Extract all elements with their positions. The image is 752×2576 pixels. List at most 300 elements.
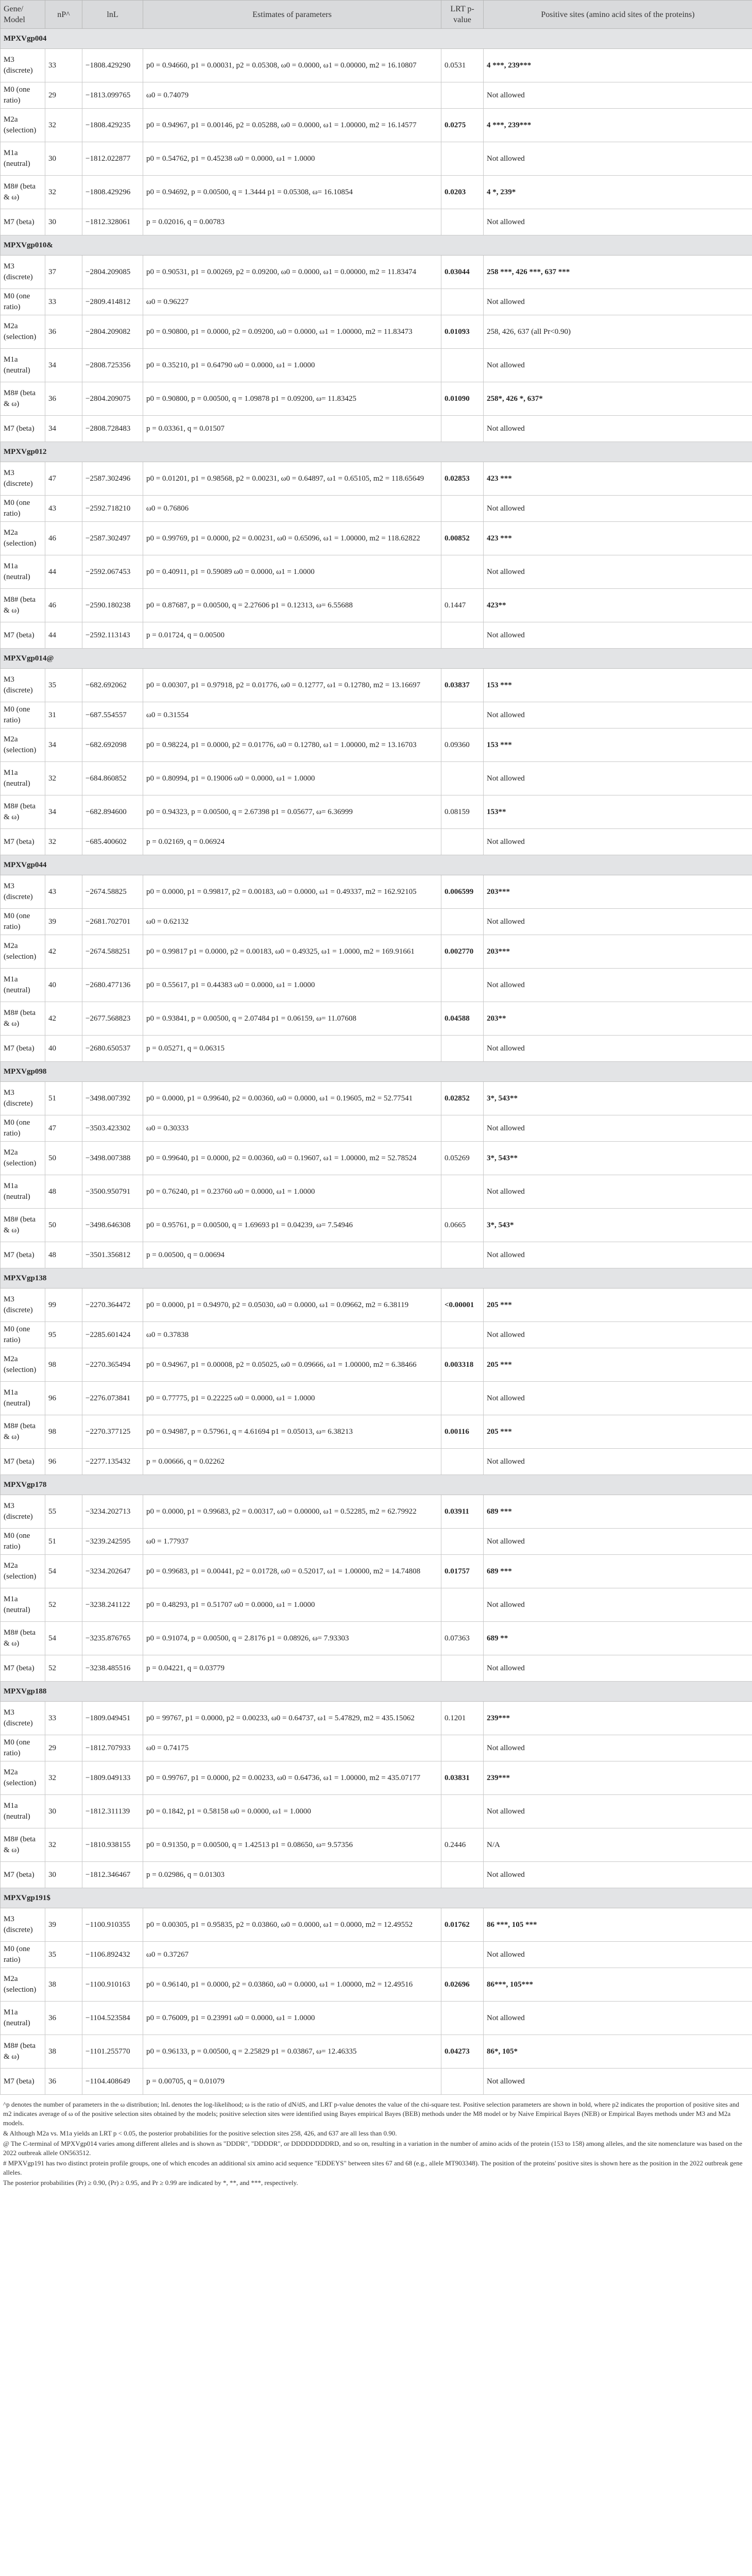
- np-cell: 38: [45, 2035, 82, 2069]
- gene-group-row: [1, 649, 752, 669]
- lnl-cell: −2680.650537: [82, 1036, 143, 1062]
- lnl-cell: −1104.523584: [82, 2002, 143, 2035]
- np-cell: 36: [45, 2069, 82, 2095]
- np-cell: 32: [45, 109, 82, 142]
- estimates-cell: ω0 = 0.30333: [143, 1115, 441, 1142]
- sites-cell: 153 ***: [484, 728, 752, 762]
- sites-cell: Not allowed: [484, 622, 752, 649]
- model-cell: M3 (discrete): [1, 1908, 45, 1942]
- model-cell: M1a (neutral): [1, 969, 45, 1002]
- lrt-cell: [441, 762, 484, 795]
- model-cell: M1a (neutral): [1, 1175, 45, 1209]
- model-cell: M7 (beta): [1, 622, 45, 649]
- model-cell: M0 (one ratio): [1, 1735, 45, 1761]
- np-cell: 44: [45, 622, 82, 649]
- estimates-cell: ω0 = 0.62132: [143, 909, 441, 935]
- lnl-cell: −682.692098: [82, 728, 143, 762]
- table-row: [1, 2035, 752, 2069]
- table-row: [1, 289, 752, 315]
- model-cell: M1a (neutral): [1, 1588, 45, 1622]
- header-estimates: Estimates of parameters: [143, 1, 441, 29]
- lnl-cell: −1104.408649: [82, 2069, 143, 2095]
- sites-cell: Not allowed: [484, 2069, 752, 2095]
- lrt-cell: [441, 1322, 484, 1348]
- np-cell: 36: [45, 382, 82, 416]
- gene-group-row: [1, 1475, 752, 1495]
- lrt-cell: [441, 209, 484, 235]
- lnl-cell: −1106.892432: [82, 1942, 143, 1968]
- estimates-cell: p0 = 0.35210, p1 = 0.64790 ω0 = 0.0000, ω1 = 1.0000: [143, 349, 441, 382]
- lrt-cell: 0.1201: [441, 1702, 484, 1735]
- np-cell: 32: [45, 1828, 82, 1862]
- sites-cell: Not allowed: [484, 289, 752, 315]
- model-cell: M8# (beta & ω): [1, 795, 45, 829]
- estimates-cell: ω0 = 1.77937: [143, 1529, 441, 1555]
- estimates-cell: p0 = 0.0000, p1 = 0.99817, p2 = 0.00183, ω0 = 0.0000, ω1 = 0.49337, m2 = 162.92105: [143, 875, 441, 909]
- estimates-cell: p0 = 0.96133, p = 0.00500, q = 2.25829 p1 = 0.03867, ω= 12.46335: [143, 2035, 441, 2069]
- np-cell: 34: [45, 795, 82, 829]
- estimates-cell: p0 = 0.80994, p1 = 0.19006 ω0 = 0.0000, ω1 = 1.0000: [143, 762, 441, 795]
- table-row: [1, 1036, 752, 1062]
- table-body: [1, 29, 752, 2095]
- np-cell: 46: [45, 522, 82, 555]
- lrt-cell: [441, 1735, 484, 1761]
- estimates-cell: p0 = 0.90531, p1 = 0.00269, p2 = 0.09200, ω0 = 0.0000, ω1 = 0.00000, m2 = 11.83474: [143, 256, 441, 289]
- sites-cell: 3*, 543*: [484, 1209, 752, 1242]
- lrt-cell: 0.002770: [441, 935, 484, 969]
- lrt-cell: 0.02696: [441, 1968, 484, 2002]
- table-row: [1, 762, 752, 795]
- lnl-cell: −2587.302496: [82, 462, 143, 496]
- estimates-cell: ω0 = 0.74175: [143, 1735, 441, 1761]
- model-cell: M2a (selection): [1, 1348, 45, 1382]
- np-cell: 32: [45, 829, 82, 855]
- table-row: [1, 49, 752, 82]
- footnote: # MPXVgp191 has two distinct protein profile groups, one of which encodes an additional six amino acid sequence "EDDEYS" between sites 67 and 68 (e.g., allele MT903348). The position of the proteins' positive sites is shown here as the position in the 2022 outbreak gene alleles.: [3, 2159, 743, 2176]
- estimates-cell: p0 = 0.94692, p = 0.00500, q = 1.3444 p1 = 0.05308, ω= 16.10854: [143, 176, 441, 209]
- lnl-cell: −2592.067453: [82, 555, 143, 589]
- table-row: [1, 349, 752, 382]
- gene-group-row: [1, 855, 752, 875]
- estimates-cell: p = 0.05271, q = 0.06315: [143, 1036, 441, 1062]
- lrt-cell: 0.02852: [441, 1082, 484, 1115]
- lrt-cell: [441, 416, 484, 442]
- gene-name: MPXVgp188: [1, 1682, 752, 1702]
- lnl-cell: −3234.202713: [82, 1495, 143, 1529]
- lrt-cell: 0.0275: [441, 109, 484, 142]
- table-row: [1, 1588, 752, 1622]
- np-cell: 32: [45, 762, 82, 795]
- table-row: [1, 909, 752, 935]
- lnl-cell: −2285.601424: [82, 1322, 143, 1348]
- gene-group-row: [1, 1682, 752, 1702]
- table-row: [1, 589, 752, 622]
- sites-cell: Not allowed: [484, 909, 752, 935]
- sites-cell: Not allowed: [484, 496, 752, 522]
- lrt-cell: [441, 1588, 484, 1622]
- sites-cell: 423 ***: [484, 462, 752, 496]
- np-cell: 98: [45, 1415, 82, 1449]
- sites-cell: Not allowed: [484, 1862, 752, 1888]
- estimates-cell: p0 = 0.54762, p1 = 0.45238 ω0 = 0.0000, ω1 = 1.0000: [143, 142, 441, 176]
- lrt-cell: 0.08159: [441, 795, 484, 829]
- estimates-cell: ω0 = 0.76806: [143, 496, 441, 522]
- lnl-cell: −2277.135432: [82, 1449, 143, 1475]
- estimates-cell: p = 0.03361, q = 0.01507: [143, 416, 441, 442]
- table-row: [1, 1348, 752, 1382]
- lnl-cell: −2590.180238: [82, 589, 143, 622]
- lnl-cell: −1812.707933: [82, 1735, 143, 1761]
- estimates-cell: p0 = 0.94967, p1 = 0.00146, p2 = 0.05288, ω0 = 0.0000, ω1 = 1.00000, m2 = 16.14577: [143, 109, 441, 142]
- lrt-cell: 0.01762: [441, 1908, 484, 1942]
- sites-cell: 258, 426, 637 (all Pr<0.90): [484, 315, 752, 349]
- table-row: [1, 416, 752, 442]
- table-row: [1, 1289, 752, 1322]
- gene-name: MPXVgp138: [1, 1268, 752, 1289]
- estimates-cell: p0 = 0.76240, p1 = 0.23760 ω0 = 0.0000, ω1 = 1.0000: [143, 1175, 441, 1209]
- lrt-cell: 0.03911: [441, 1495, 484, 1529]
- gene-name: MPXVgp014@: [1, 649, 752, 669]
- table-row: [1, 142, 752, 176]
- lrt-cell: 0.0531: [441, 49, 484, 82]
- estimates-cell: p0 = 0.99767, p1 = 0.0000, p2 = 0.00233, ω0 = 0.64736, ω1 = 1.00000, m2 = 435.07177: [143, 1761, 441, 1795]
- lrt-cell: 0.0203: [441, 176, 484, 209]
- gene-name: MPXVgp191$: [1, 1888, 752, 1908]
- estimates-cell: p0 = 0.76009, p1 = 0.23991 ω0 = 0.0000, ω1 = 1.0000: [143, 2002, 441, 2035]
- lrt-cell: [441, 1942, 484, 1968]
- np-cell: 98: [45, 1348, 82, 1382]
- table-row: [1, 702, 752, 728]
- lrt-cell: [441, 1449, 484, 1475]
- sites-cell: Not allowed: [484, 209, 752, 235]
- np-cell: 36: [45, 315, 82, 349]
- estimates-cell: p0 = 0.0000, p1 = 0.99640, p2 = 0.00360, ω0 = 0.0000, ω1 = 0.19605, m2 = 52.77541: [143, 1082, 441, 1115]
- model-cell: M2a (selection): [1, 935, 45, 969]
- table-row: [1, 1622, 752, 1655]
- sites-cell: 258 ***, 426 ***, 637 ***: [484, 256, 752, 289]
- sites-cell: Not allowed: [484, 1382, 752, 1415]
- gene-name: MPXVgp098: [1, 1062, 752, 1082]
- model-cell: M2a (selection): [1, 315, 45, 349]
- estimates-cell: ω0 = 0.37267: [143, 1942, 441, 1968]
- estimates-cell: p0 = 0.48293, p1 = 0.51707 ω0 = 0.0000, ω1 = 1.0000: [143, 1588, 441, 1622]
- sites-cell: Not allowed: [484, 1036, 752, 1062]
- estimates-cell: ω0 = 0.74079: [143, 82, 441, 109]
- sites-cell: Not allowed: [484, 1322, 752, 1348]
- np-cell: 30: [45, 1862, 82, 1888]
- gene-name: MPXVgp004: [1, 29, 752, 49]
- table-row: [1, 496, 752, 522]
- np-cell: 99: [45, 1289, 82, 1322]
- sites-cell: Not allowed: [484, 1655, 752, 1682]
- lnl-cell: −2587.302497: [82, 522, 143, 555]
- np-cell: 55: [45, 1495, 82, 1529]
- sites-cell: N/A: [484, 1828, 752, 1862]
- table-row: [1, 622, 752, 649]
- np-cell: 29: [45, 82, 82, 109]
- np-cell: 33: [45, 289, 82, 315]
- lrt-cell: 0.00852: [441, 522, 484, 555]
- lnl-cell: −1813.099765: [82, 82, 143, 109]
- lnl-cell: −3498.646308: [82, 1209, 143, 1242]
- lnl-cell: −2270.364472: [82, 1289, 143, 1322]
- lrt-cell: 0.1447: [441, 589, 484, 622]
- table-row: [1, 109, 752, 142]
- lrt-cell: 0.00116: [441, 1415, 484, 1449]
- estimates-cell: p = 0.00500, q = 0.00694: [143, 1242, 441, 1268]
- sites-cell: Not allowed: [484, 555, 752, 589]
- np-cell: 43: [45, 496, 82, 522]
- model-cell: M7 (beta): [1, 416, 45, 442]
- lrt-cell: [441, 909, 484, 935]
- sites-cell: Not allowed: [484, 416, 752, 442]
- lrt-cell: [441, 702, 484, 728]
- np-cell: 50: [45, 1142, 82, 1175]
- np-cell: 32: [45, 176, 82, 209]
- gene-group-row: [1, 235, 752, 256]
- table-row: [1, 1795, 752, 1828]
- lnl-cell: −2592.113143: [82, 622, 143, 649]
- lnl-cell: −685.400602: [82, 829, 143, 855]
- model-cell: M0 (one ratio): [1, 1115, 45, 1142]
- model-cell: M7 (beta): [1, 1655, 45, 1682]
- gene-name: MPXVgp178: [1, 1475, 752, 1495]
- model-cell: M0 (one ratio): [1, 1942, 45, 1968]
- np-cell: 51: [45, 1529, 82, 1555]
- estimates-cell: ω0 = 0.37838: [143, 1322, 441, 1348]
- sites-cell: 86*, 105*: [484, 2035, 752, 2069]
- np-cell: 52: [45, 1655, 82, 1682]
- lnl-cell: −3500.950791: [82, 1175, 143, 1209]
- table-row: [1, 1415, 752, 1449]
- lrt-cell: <0.00001: [441, 1289, 484, 1322]
- lnl-cell: −682.692062: [82, 669, 143, 702]
- lnl-cell: −1101.255770: [82, 2035, 143, 2069]
- sites-cell: 423 ***: [484, 522, 752, 555]
- model-cell: M1a (neutral): [1, 555, 45, 589]
- np-cell: 29: [45, 1735, 82, 1761]
- sites-cell: 4 ***, 239***: [484, 49, 752, 82]
- np-cell: 40: [45, 1036, 82, 1062]
- header-lnl: lnL: [82, 1, 143, 29]
- model-cell: M3 (discrete): [1, 49, 45, 82]
- model-cell: M0 (one ratio): [1, 702, 45, 728]
- lnl-cell: −684.860852: [82, 762, 143, 795]
- lnl-cell: −1812.311139: [82, 1795, 143, 1828]
- model-cell: M1a (neutral): [1, 1795, 45, 1828]
- estimates-cell: p0 = 0.99817 p1 = 0.0000, p2 = 0.00183, ω0 = 0.49325, ω1 = 1.0000, m2 = 169.91661: [143, 935, 441, 969]
- lrt-cell: [441, 1795, 484, 1828]
- model-cell: M2a (selection): [1, 728, 45, 762]
- model-cell: M0 (one ratio): [1, 1322, 45, 1348]
- lnl-cell: −1100.910355: [82, 1908, 143, 1942]
- lnl-cell: −3235.876765: [82, 1622, 143, 1655]
- sites-cell: 239***: [484, 1702, 752, 1735]
- np-cell: 35: [45, 669, 82, 702]
- np-cell: 51: [45, 1082, 82, 1115]
- table-row: [1, 1942, 752, 1968]
- model-cell: M7 (beta): [1, 209, 45, 235]
- estimates-cell: p0 = 0.91350, p = 0.00500, q = 1.42513 p1 = 0.08650, ω= 9.57356: [143, 1828, 441, 1862]
- np-cell: 33: [45, 49, 82, 82]
- np-cell: 48: [45, 1175, 82, 1209]
- np-cell: 37: [45, 256, 82, 289]
- table-row: [1, 1555, 752, 1588]
- model-cell: M0 (one ratio): [1, 1529, 45, 1555]
- lnl-cell: −3238.241122: [82, 1588, 143, 1622]
- model-cell: M0 (one ratio): [1, 909, 45, 935]
- np-cell: 31: [45, 702, 82, 728]
- estimates-cell: p0 = 0.93841, p = 0.00500, q = 2.07484 p1 = 0.06159, ω= 11.07608: [143, 1002, 441, 1036]
- estimates-cell: p0 = 0.90800, p1 = 0.0000, p2 = 0.09200, ω0 = 0.0000, ω1 = 1.00000, m2 = 11.83473: [143, 315, 441, 349]
- sites-cell: Not allowed: [484, 142, 752, 176]
- np-cell: 36: [45, 2002, 82, 2035]
- table-row: [1, 1828, 752, 1862]
- model-cell: M1a (neutral): [1, 2002, 45, 2035]
- sites-cell: 423**: [484, 589, 752, 622]
- model-cell: M7 (beta): [1, 829, 45, 855]
- lrt-cell: 0.03831: [441, 1761, 484, 1795]
- model-cell: M7 (beta): [1, 1036, 45, 1062]
- np-cell: 42: [45, 935, 82, 969]
- model-cell: M0 (one ratio): [1, 289, 45, 315]
- model-cell: M3 (discrete): [1, 875, 45, 909]
- np-cell: 39: [45, 909, 82, 935]
- lnl-cell: −2674.588251: [82, 935, 143, 969]
- model-cell: M0 (one ratio): [1, 82, 45, 109]
- lrt-cell: [441, 1655, 484, 1682]
- np-cell: 30: [45, 209, 82, 235]
- sites-cell: 689 **: [484, 1622, 752, 1655]
- lrt-cell: [441, 1382, 484, 1415]
- estimates-cell: p = 0.02169, q = 0.06924: [143, 829, 441, 855]
- lnl-cell: −1100.910163: [82, 1968, 143, 2002]
- model-cell: M2a (selection): [1, 109, 45, 142]
- np-cell: 33: [45, 1702, 82, 1735]
- np-cell: 47: [45, 1115, 82, 1142]
- estimates-cell: p0 = 0.95761, p = 0.00500, q = 1.69693 p1 = 0.04239, ω= 7.54946: [143, 1209, 441, 1242]
- lrt-cell: 0.03837: [441, 669, 484, 702]
- lnl-cell: −2808.728483: [82, 416, 143, 442]
- table-row: [1, 1862, 752, 1888]
- estimates-cell: p = 0.04221, q = 0.03779: [143, 1655, 441, 1682]
- np-cell: 95: [45, 1322, 82, 1348]
- sites-cell: 689 ***: [484, 1555, 752, 1588]
- estimates-cell: p0 = 0.00307, p1 = 0.97918, p2 = 0.01776, ω0 = 0.12777, ω1 = 0.12780, m2 = 13.16697: [143, 669, 441, 702]
- lrt-cell: [441, 496, 484, 522]
- footnote: @ The C-terminal of MPXVgp014 varies among different alleles and is shown as "DDDR", "DDDDR", or DDDDDDDDRD, and so on, resulting in a variation in the number of amino acids of the protein (153 to 158) among alleles, and the site nomenclature was based on the 2022 outbreak allele ON563512.: [3, 2140, 742, 2157]
- table-row: [1, 969, 752, 1002]
- lnl-cell: −1812.346467: [82, 1862, 143, 1888]
- lrt-cell: [441, 82, 484, 109]
- sites-cell: 153 ***: [484, 669, 752, 702]
- model-cell: M2a (selection): [1, 1761, 45, 1795]
- estimates-cell: p0 = 0.96140, p1 = 0.0000, p2 = 0.03860, ω0 = 0.0000, ω1 = 1.00000, m2 = 12.49516: [143, 1968, 441, 2002]
- sites-cell: 203***: [484, 875, 752, 909]
- header-lrt: LRT p-value: [441, 1, 484, 29]
- lrt-cell: [441, 289, 484, 315]
- table-row: [1, 829, 752, 855]
- sites-cell: Not allowed: [484, 1449, 752, 1475]
- model-cell: M8# (beta & ω): [1, 1415, 45, 1449]
- lrt-cell: [441, 2002, 484, 2035]
- sites-cell: 689 ***: [484, 1495, 752, 1529]
- lrt-cell: 0.01757: [441, 1555, 484, 1588]
- table-row: [1, 935, 752, 969]
- model-cell: M3 (discrete): [1, 669, 45, 702]
- estimates-cell: p0 = 0.0000, p1 = 0.99683, p2 = 0.00317, ω0 = 0.00000, ω1 = 0.52285, m2 = 62.79922: [143, 1495, 441, 1529]
- sites-cell: Not allowed: [484, 349, 752, 382]
- lrt-cell: [441, 2069, 484, 2095]
- np-cell: 34: [45, 416, 82, 442]
- sites-cell: Not allowed: [484, 82, 752, 109]
- sites-cell: Not allowed: [484, 1175, 752, 1209]
- sites-cell: 205 ***: [484, 1415, 752, 1449]
- sites-cell: Not allowed: [484, 702, 752, 728]
- estimates-cell: p = 0.00666, q = 0.02262: [143, 1449, 441, 1475]
- table-row: [1, 522, 752, 555]
- table-row: [1, 555, 752, 589]
- model-cell: M1a (neutral): [1, 1382, 45, 1415]
- lnl-cell: −2681.702701: [82, 909, 143, 935]
- np-cell: 44: [45, 555, 82, 589]
- table-row: [1, 795, 752, 829]
- estimates-cell: p0 = 0.94660, p1 = 0.00031, p2 = 0.05308, ω0 = 0.0000, ω1 = 0.00000, m2 = 16.10807: [143, 49, 441, 82]
- gene-group-row: [1, 442, 752, 462]
- table-row: [1, 728, 752, 762]
- model-cell: M8# (beta & ω): [1, 176, 45, 209]
- table-row: [1, 1702, 752, 1735]
- model-cell: M8# (beta & ω): [1, 2035, 45, 2069]
- np-cell: 54: [45, 1622, 82, 1655]
- np-cell: 32: [45, 1761, 82, 1795]
- model-cell: M2a (selection): [1, 1142, 45, 1175]
- model-cell: M0 (one ratio): [1, 496, 45, 522]
- table-row: [1, 1529, 752, 1555]
- model-cell: M8# (beta & ω): [1, 1622, 45, 1655]
- table-row: [1, 2002, 752, 2035]
- model-cell: M7 (beta): [1, 1242, 45, 1268]
- lnl-cell: −2592.718210: [82, 496, 143, 522]
- table-row: [1, 1495, 752, 1529]
- lnl-cell: −2809.414812: [82, 289, 143, 315]
- estimates-cell: p = 0.00705, q = 0.01079: [143, 2069, 441, 2095]
- table-row: [1, 1761, 752, 1795]
- table-row: [1, 256, 752, 289]
- estimates-cell: p0 = 0.94987, p = 0.57961, q = 4.61694 p1 = 0.05013, ω= 6.38213: [143, 1415, 441, 1449]
- estimates-cell: p0 = 0.01201, p1 = 0.98568, p2 = 0.00231, ω0 = 0.64897, ω1 = 0.65105, m2 = 118.65649: [143, 462, 441, 496]
- np-cell: 40: [45, 969, 82, 1002]
- estimates-cell: p0 = 0.40911, p1 = 0.59089 ω0 = 0.0000, ω1 = 1.0000: [143, 555, 441, 589]
- gene-group-row: [1, 1888, 752, 1908]
- lrt-cell: 0.0665: [441, 1209, 484, 1242]
- model-cell: M3 (discrete): [1, 1082, 45, 1115]
- lrt-cell: [441, 555, 484, 589]
- model-cell: M8# (beta & ω): [1, 1828, 45, 1862]
- model-cell: M3 (discrete): [1, 1289, 45, 1322]
- np-cell: 96: [45, 1449, 82, 1475]
- lrt-cell: [441, 1529, 484, 1555]
- model-cell: M1a (neutral): [1, 762, 45, 795]
- sites-cell: 4 *, 239*: [484, 176, 752, 209]
- model-cell: M2a (selection): [1, 1968, 45, 2002]
- estimates-cell: ω0 = 0.96227: [143, 289, 441, 315]
- header-model: Gene/ Model: [1, 1, 45, 29]
- sites-cell: Not allowed: [484, 1115, 752, 1142]
- sites-cell: 86***, 105***: [484, 1968, 752, 2002]
- lnl-cell: −2674.58825: [82, 875, 143, 909]
- model-cell: M3 (discrete): [1, 1495, 45, 1529]
